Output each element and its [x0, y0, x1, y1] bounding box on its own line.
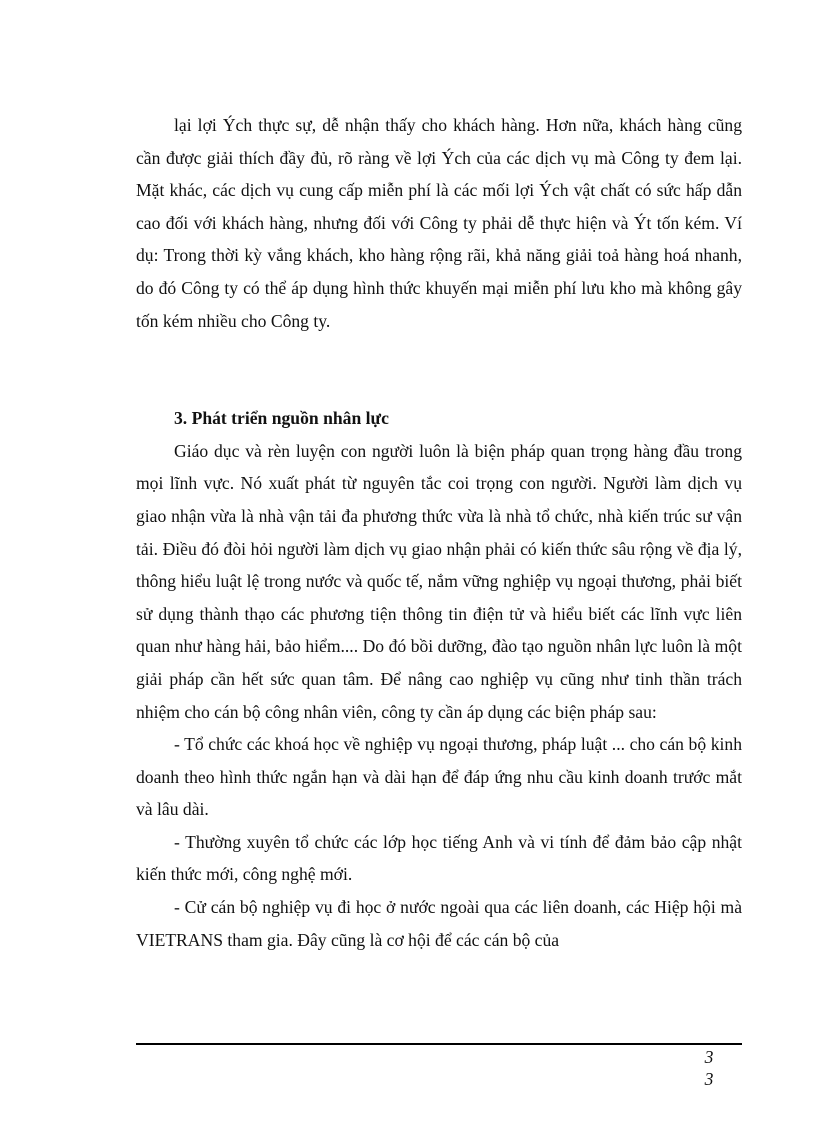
footer-rule [136, 1043, 742, 1045]
list-item: - Tổ chức các khoá học về nghiệp vụ ngoại thương, pháp luật ... cho cán bộ kinh doanh theo hình thức ngắn hạn và dài hạn để đáp ứng nhu cầu kinh doanh trước mắt và lâu dài. [136, 734, 742, 820]
list-item: - Cử cán bộ nghiệp vụ đi học ở nước ngoài qua các liên doanh, các Hiệp hội mà VIETRANS tham gia. Đây cũng là cơ hội để các cán bộ của [136, 897, 742, 950]
body-text [136, 109, 742, 956]
section-heading: 3. Phát triển nguồn nhân lực [174, 408, 389, 429]
list-item: - Thường xuyên tổ chức các lớp học tiếng Anh và vi tính để đảm bảo cập nhật kiến thức mới, công nghệ mới. [136, 831, 742, 885]
paragraph-main: Giáo dục và rèn luyện con người luôn là biện pháp quan trọng hàng đầu trong mọi lĩnh vực. Nó xuất phát từ nguyên tắc coi trọng con người. Người làm dịch vụ giao nhận vừa là nhà vận tải đa phương thức vừa là nhà tổ chức, nhà kiến trúc sư vận tải. Điều đó đòi hỏi người làm dịch vụ giao nhận phải có kiến thức sâu rộng về địa lý, thông hiểu luật lệ trong nước và quốc tế, nắm vững nghiệp vụ ngoại thương, phải biết sử dụng thành thạo các phương tiện thông tin điện tử và hiểu biết các lĩnh vực liên quan như hàng hải, bảo hiểm.... Do đó bồi dưỡng, đào tạo nguồn nhân lực luôn là một giải pháp cần hết sức quan tâm. Để nâng cao nghiệp vụ cũng như tinh thần trách nhiệm cho cán bộ công nhân viên, công ty cần áp dụng các biện pháp sau: [136, 440, 742, 722]
page-number [700, 1046, 718, 1090]
page-number-line1: 3 [704, 1047, 714, 1067]
paragraph-intro: lại lợi Ých thực sự, dễ nhận thấy cho khách hàng. Hơn nữa, khách hàng cũng cần được giải thích đầy đủ, rõ ràng về lợi Ých của các dịch vụ mà Công ty đem lại. Mặt khác, các dịch vụ cung cấp miễn phí là các mối lợi Ých vật chất có sức hấp dẫn cao đối với khách hàng, nhưng đối với Công ty phải dễ thực hiện và Ýt tốn kém. Ví dụ: Trong thời kỳ vắng khách, kho hàng rộng rãi, khả năng giải toả hàng hoá nhanh, do đó Công ty có thể áp dụng hình thức khuyến mại miễn phí lưu kho mà không gây tốn kém nhiều cho Công ty. [136, 115, 742, 331]
page-number-line2: 3 [704, 1069, 714, 1089]
